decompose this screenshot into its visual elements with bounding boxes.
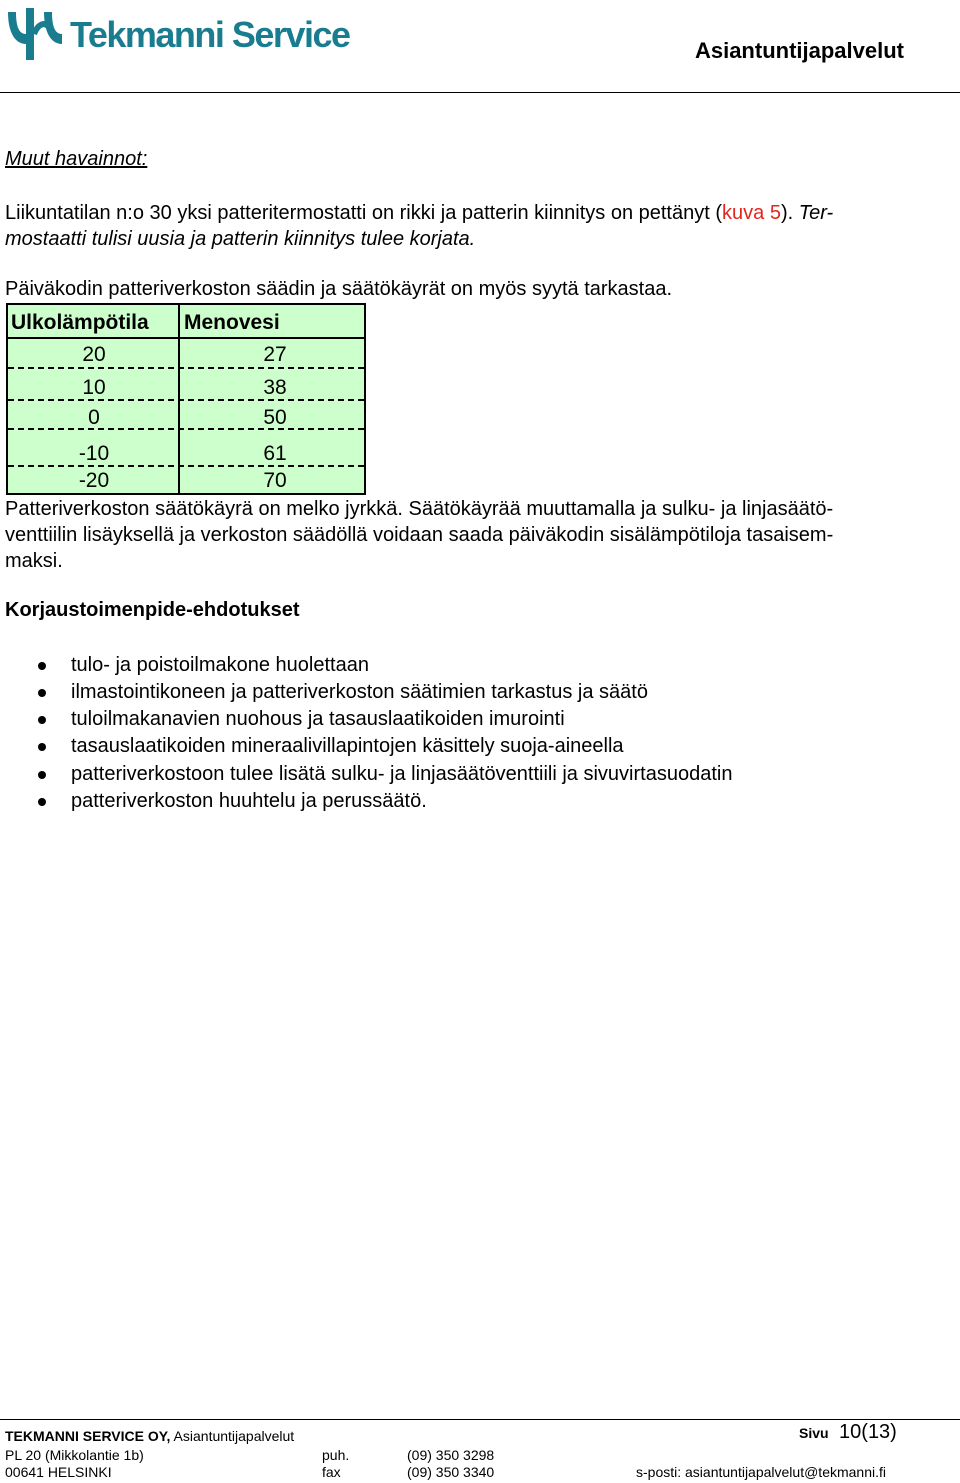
table-cell: 10 <box>82 376 106 399</box>
list-item-text: tulo- ja poistoilmakone huolettaan <box>71 654 369 676</box>
logo-wordmark: Tekmanni Service <box>70 14 350 55</box>
list-item-text: patteriverkoston huuhtelu ja perussäätö. <box>71 790 427 812</box>
footer-address-line1: PL 20 (Mikkolantie 1b) <box>5 1447 144 1463</box>
figure-reference-link[interactable]: kuva 5 <box>722 202 781 224</box>
table-cell: 27 <box>263 343 287 366</box>
section-title-corrective-actions: Korjaustoimenpide-ehdotukset <box>5 599 300 621</box>
table-cell: 20 <box>82 343 106 366</box>
footer-phone-label: puh. <box>322 1447 350 1463</box>
table-header-supply-water: Menovesi <box>184 311 280 334</box>
bullet-icon <box>38 689 46 697</box>
header-divider <box>0 92 960 93</box>
list-item-text: ilmastointikoneen ja patteriverkoston säätimien tarkastus ja säätö <box>71 681 648 703</box>
logo-mark-icon <box>4 4 66 62</box>
footer-divider <box>0 1419 960 1420</box>
page-number: 10(13) <box>839 1421 897 1443</box>
bullet-icon <box>38 743 46 751</box>
bullet-icon <box>38 771 46 779</box>
header-section-title: Asiantuntijapalvelut <box>694 38 904 63</box>
para1-text-a: Liikuntatilan n:o 30 yksi patteritermostatti on rikki ja patterin kiinnitys on pettänyt ( <box>5 202 723 224</box>
para1-italic-line2: mostaatti tulisi uusia ja patterin kiinnitys tulee korjata. <box>5 228 476 250</box>
list-item-text: tasauslaatikoiden mineraalivillapintojen käsittely suoja-aineella <box>71 735 624 757</box>
table-cell: 50 <box>263 406 287 429</box>
footer-fax-label: fax <box>322 1464 341 1480</box>
table-cell: 38 <box>263 376 287 399</box>
section-title-other-findings: Muut havainnot: <box>5 148 148 170</box>
para3-line3: maksi. <box>5 550 63 572</box>
bullet-icon <box>38 798 46 806</box>
list-item-text: tuloilmakanavien nuohous ja tasauslaatikoiden imurointi <box>71 708 565 730</box>
table-cell: 70 <box>263 469 287 492</box>
page-label: Sivu <box>799 1425 829 1441</box>
table-cell: -20 <box>78 469 110 492</box>
table-cell: 0 <box>88 406 100 429</box>
table-header-row <box>6 303 366 339</box>
list-item-text: patteriverkostoon tulee lisätä sulku- ja linjasäätöventtiili ja sivuvirtasuodatin <box>71 763 733 785</box>
para3-line2: venttiilin lisäyksellä ja verkoston säädöllä voidaan saada päiväkodin sisälämpötiloja tasaisem- <box>5 524 834 546</box>
footer-fax: (09) 350 3340 <box>407 1464 495 1480</box>
table-header-outdoor-temp: Ulkolämpötila <box>11 311 149 334</box>
footer-email[interactable]: s-posti: asiantuntijapalvelut@tekmanni.fi <box>636 1464 887 1480</box>
footer-company <box>5 1428 294 1444</box>
bullet-icon <box>38 662 46 670</box>
para1-italic-line1: Ter- <box>798 202 834 224</box>
footer-company-unit: Asiantuntijapalvelut <box>170 1428 295 1444</box>
para3-line1: Patteriverkoston säätökäyrä on melko jyrkkä. Säätökäyrää muuttamalla ja sulku- ja linjasäätö- <box>5 498 834 520</box>
table-cell: 61 <box>263 442 287 465</box>
bullet-icon <box>38 716 46 724</box>
heating-curve-table <box>6 303 366 493</box>
company-logo <box>4 4 350 62</box>
regulator-paragraph: Päiväkodin patteriverkoston säädin ja säätökäyrät on myös syytä tarkastaa. <box>5 278 673 300</box>
heating-curve-paragraph <box>5 496 940 574</box>
footer-address-line2: 00641 HELSINKI <box>5 1464 112 1480</box>
footer-phone: (09) 350 3298 <box>407 1447 495 1463</box>
findings-paragraph <box>5 200 945 252</box>
para1-text-b: ). <box>780 202 799 224</box>
table-body <box>6 339 366 495</box>
table-cell: -10 <box>78 442 110 465</box>
footer-page-indicator <box>799 1421 897 1444</box>
footer-company-name: TEKMANNI SERVICE OY, <box>5 1428 171 1444</box>
